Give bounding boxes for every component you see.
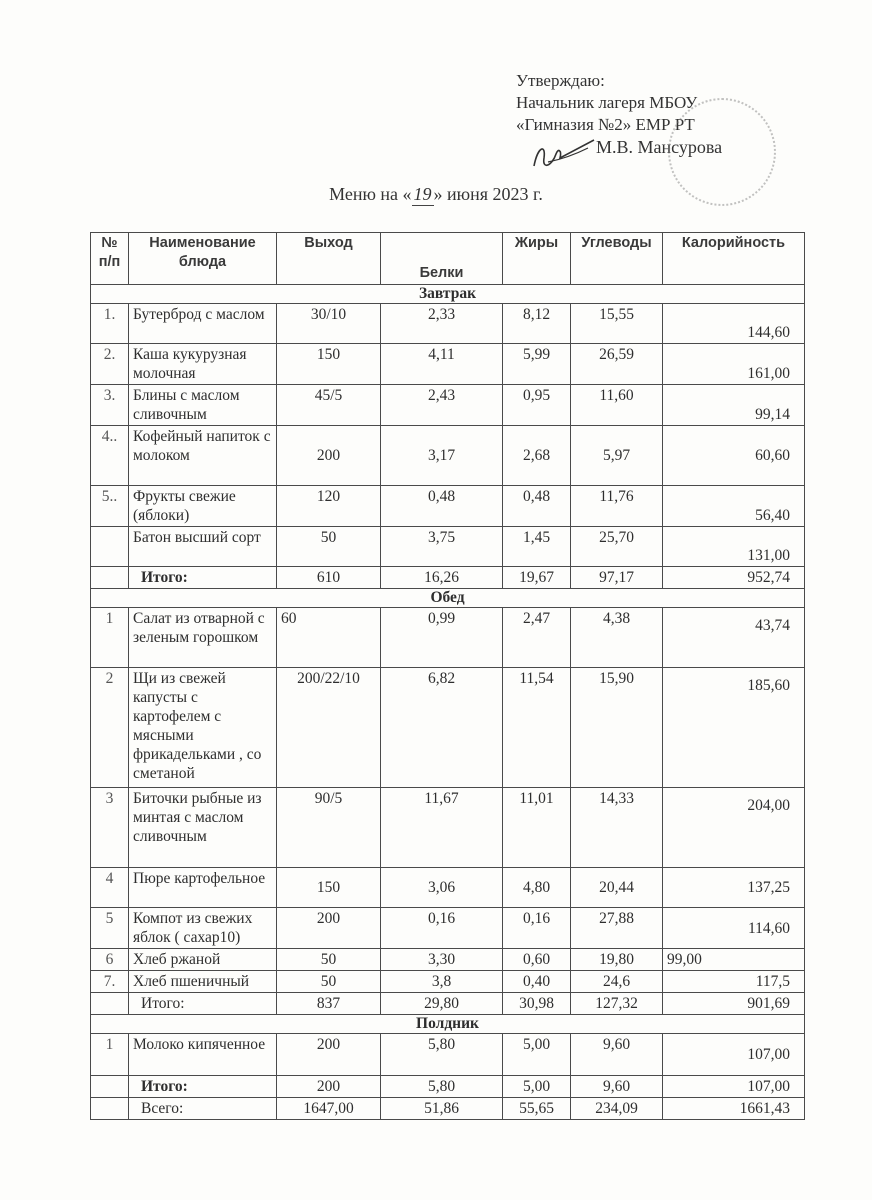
row-num: 2. [91, 344, 129, 385]
total-label: Итого: [129, 567, 277, 589]
table-row [91, 608, 805, 668]
row-output: 200 [277, 426, 381, 486]
row-num: 7. [91, 971, 129, 993]
row-num: 3 [91, 788, 129, 868]
row-output: 90/5 [277, 788, 381, 868]
row-calories: 161,00 [663, 344, 805, 385]
row-name: Салат из отварной с зеленым горошком [129, 608, 277, 668]
row-protein: 3,06 [381, 868, 503, 908]
grand-total-output: 1647,00 [277, 1098, 381, 1120]
table-row [91, 1034, 805, 1076]
row-num: 4.. [91, 426, 129, 486]
table-row [91, 908, 805, 949]
grand-total-calories: 1661,43 [663, 1098, 805, 1120]
approver-name: М.В. Мансурова [596, 137, 723, 157]
row-fat: 4,80 [503, 868, 571, 908]
row-output: 45/5 [277, 385, 381, 426]
row-fat: 2,68 [503, 426, 571, 486]
total-output: 200 [277, 1076, 381, 1098]
row-calories: 99,14 [663, 385, 805, 426]
row-protein: 0,99 [381, 608, 503, 668]
row-carbs: 4,38 [571, 608, 663, 668]
table-row [91, 304, 805, 344]
total-calories: 901,69 [663, 993, 805, 1015]
grand-total-carbs: 234,09 [571, 1098, 663, 1120]
grand-total-fat: 55,65 [503, 1098, 571, 1120]
row-fat: 0,95 [503, 385, 571, 426]
row-name: Блины с маслом сливочным [129, 385, 277, 426]
total-fat: 5,00 [503, 1076, 571, 1098]
total-row-lunch [91, 993, 805, 1015]
row-carbs: 11,76 [571, 486, 663, 527]
row-fat: 0,16 [503, 908, 571, 949]
row-protein: 0,48 [381, 486, 503, 527]
row-fat: 1,45 [503, 527, 571, 567]
row-carbs: 5,97 [571, 426, 663, 486]
total-row-snack [91, 1076, 805, 1098]
total-carbs: 127,32 [571, 993, 663, 1015]
section-title: Полдник [91, 1015, 805, 1034]
approval-line-1: Утверждаю: [516, 71, 605, 90]
row-fat: 5,00 [503, 1034, 571, 1076]
total-carbs: 97,17 [571, 567, 663, 589]
row-output: 150 [277, 868, 381, 908]
row-calories: 144,60 [663, 304, 805, 344]
row-name: Молоко кипяченное [129, 1034, 277, 1076]
row-fat: 11,54 [503, 668, 571, 788]
row-name: Каша кукурузная молочная [129, 344, 277, 385]
row-num: 1 [91, 608, 129, 668]
row-output: 150 [277, 344, 381, 385]
row-calories: 114,60 [663, 908, 805, 949]
total-output: 837 [277, 993, 381, 1015]
row-name: Фрукты свежие (яблоки) [129, 486, 277, 527]
grand-total-label: Всего: [129, 1098, 277, 1120]
row-num: 5.. [91, 486, 129, 527]
header-protein: Белки [381, 233, 503, 285]
row-protein: 3,75 [381, 527, 503, 567]
row-name: Бутерброд с маслом [129, 304, 277, 344]
section-title: Завтрак [91, 285, 805, 304]
row-carbs: 15,90 [571, 668, 663, 788]
row-name: Щи из свежей капусты с картофелем с мясными фрикадельками , со сметаной [129, 668, 277, 788]
row-name: Хлеб пшеничный [129, 971, 277, 993]
row-protein: 11,67 [381, 788, 503, 868]
row-output: 200 [277, 1034, 381, 1076]
total-output: 610 [277, 567, 381, 589]
row-output: 30/10 [277, 304, 381, 344]
row-protein: 3,8 [381, 971, 503, 993]
total-protein: 16,26 [381, 567, 503, 589]
row-output: 200/22/10 [277, 668, 381, 788]
menu-table [90, 232, 805, 1120]
row-output: 50 [277, 527, 381, 567]
row-calories: 43,74 [663, 608, 805, 668]
row-output: 50 [277, 949, 381, 971]
header-name: Наименование блюда [129, 233, 277, 285]
row-carbs: 25,70 [571, 527, 663, 567]
row-output: 200 [277, 908, 381, 949]
total-calories: 107,00 [663, 1076, 805, 1098]
row-protein: 3,17 [381, 426, 503, 486]
section-snack [91, 1015, 805, 1034]
row-name: Пюре картофельное [129, 868, 277, 908]
row-name: Биточки рыбные из минтая с маслом сливочным [129, 788, 277, 868]
row-fat: 0,48 [503, 486, 571, 527]
row-num [91, 527, 129, 567]
table-row [91, 426, 805, 486]
row-output: 120 [277, 486, 381, 527]
total-protein: 29,80 [381, 993, 503, 1015]
table-row [91, 949, 805, 971]
row-calories: 204,00 [663, 788, 805, 868]
total-fat: 30,98 [503, 993, 571, 1015]
approval-line-3: «Гимназия №2» ЕМР РТ [516, 115, 695, 134]
table-row [91, 971, 805, 993]
grand-total-protein: 51,86 [381, 1098, 503, 1120]
row-calories: 185,60 [663, 668, 805, 788]
row-num: 6 [91, 949, 129, 971]
header-num: № п/п [91, 233, 129, 285]
grand-total-row [91, 1098, 805, 1120]
approval-line-2: Начальник лагеря МБОУ [516, 93, 698, 112]
row-protein: 2,33 [381, 304, 503, 344]
row-output: 60 [277, 608, 381, 668]
row-carbs: 15,55 [571, 304, 663, 344]
row-protein: 3,30 [381, 949, 503, 971]
title-prefix: Меню на « [329, 184, 412, 204]
row-name: Компот из свежих яблок ( сахар10) [129, 908, 277, 949]
row-carbs: 14,33 [571, 788, 663, 868]
row-protein: 0,16 [381, 908, 503, 949]
row-output: 50 [277, 971, 381, 993]
header-output: Выход [277, 233, 381, 285]
row-calories: 99,00 [663, 949, 805, 971]
title-day: 19 [413, 184, 432, 204]
row-num: 1. [91, 304, 129, 344]
row-fat: 11,01 [503, 788, 571, 868]
row-calories: 56,40 [663, 486, 805, 527]
row-calories: 131,00 [663, 527, 805, 567]
row-num: 1 [91, 1034, 129, 1076]
row-calories: 60,60 [663, 426, 805, 486]
table-row [91, 344, 805, 385]
row-carbs: 20,44 [571, 868, 663, 908]
title-suffix: » июня 2023 г. [433, 184, 543, 204]
row-protein: 4,11 [381, 344, 503, 385]
row-calories: 137,25 [663, 868, 805, 908]
row-calories: 107,00 [663, 1034, 805, 1076]
header-calories: Калорийность [663, 233, 805, 285]
header-fat: Жиры [503, 233, 571, 285]
total-fat: 19,67 [503, 567, 571, 589]
total-protein: 5,80 [381, 1076, 503, 1098]
signature-icon [528, 136, 598, 176]
total-label: Итого: [129, 993, 277, 1015]
row-carbs: 19,80 [571, 949, 663, 971]
row-calories: 117,5 [663, 971, 805, 993]
row-name: Хлеб ржаной [129, 949, 277, 971]
table-row [91, 788, 805, 868]
row-fat: 0,40 [503, 971, 571, 993]
total-carbs: 9,60 [571, 1076, 663, 1098]
section-lunch [91, 589, 805, 608]
section-title: Обед [91, 589, 805, 608]
row-carbs: 9,60 [571, 1034, 663, 1076]
table-row [91, 486, 805, 527]
row-fat: 2,47 [503, 608, 571, 668]
table-row [91, 385, 805, 426]
row-carbs: 24,6 [571, 971, 663, 993]
row-num: 5 [91, 908, 129, 949]
total-calories: 952,74 [663, 567, 805, 589]
total-label: Итого: [129, 1076, 277, 1098]
row-name: Батон высший сорт [129, 527, 277, 567]
table-row [91, 527, 805, 567]
header-carbs: Углеводы [571, 233, 663, 285]
row-protein: 2,43 [381, 385, 503, 426]
row-protein: 5,80 [381, 1034, 503, 1076]
row-fat: 8,12 [503, 304, 571, 344]
row-num: 2 [91, 668, 129, 788]
table-header-row [91, 233, 805, 285]
row-protein: 6,82 [381, 668, 503, 788]
total-row-breakfast [91, 567, 805, 589]
row-num: 4 [91, 868, 129, 908]
table-row [91, 668, 805, 788]
section-breakfast [91, 285, 805, 304]
row-carbs: 26,59 [571, 344, 663, 385]
page-title [0, 184, 872, 206]
row-carbs: 27,88 [571, 908, 663, 949]
row-fat: 0,60 [503, 949, 571, 971]
row-carbs: 11,60 [571, 385, 663, 426]
row-name: Кофейный напиток с молоком [129, 426, 277, 486]
row-num: 3. [91, 385, 129, 426]
row-fat: 5,99 [503, 344, 571, 385]
table-row [91, 868, 805, 908]
